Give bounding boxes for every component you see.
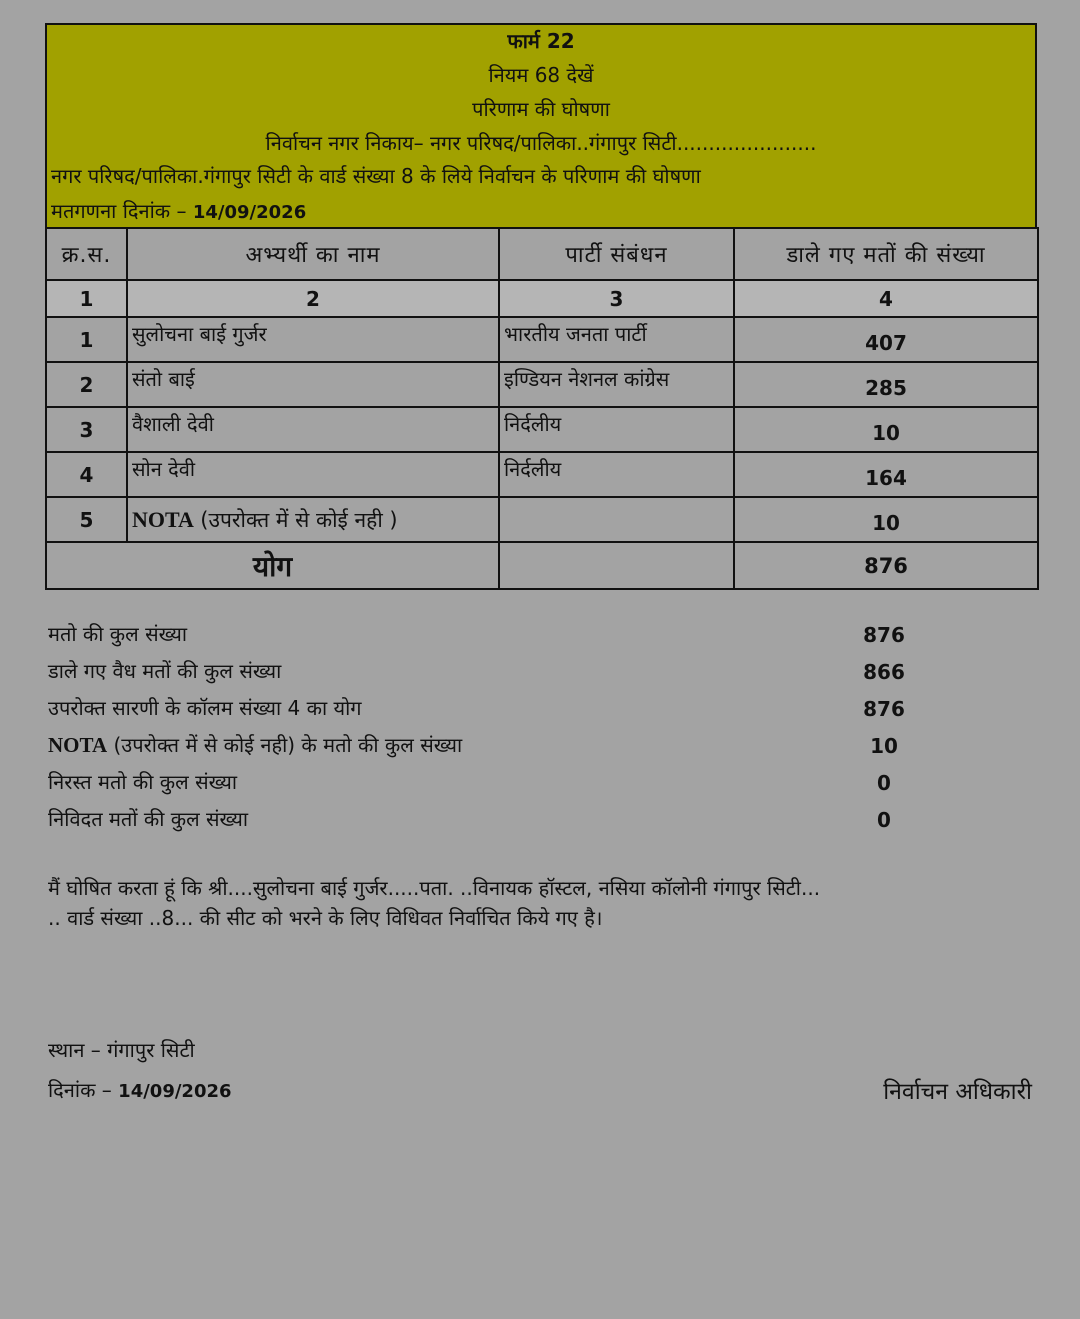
col-number: 2	[127, 280, 499, 317]
party-name: भारतीय जनता पार्टी	[499, 317, 734, 362]
nota-row	[46, 497, 1038, 542]
nota-label: (उपरोक्त में से कोई नही )	[200, 507, 398, 532]
candidate-name: वैशाली देवी	[127, 407, 499, 452]
summary-label: उपरोक्त सारणी के कॉलम संख्या 4 का योग	[48, 696, 362, 720]
form-title: परिणाम की घोषणा	[472, 97, 610, 121]
row-sn: 1	[46, 317, 127, 362]
form-number: फार्म 22	[507, 29, 575, 53]
count-date: 14/09/2026	[192, 202, 307, 223]
count-date-line	[51, 197, 1035, 227]
results-table	[45, 227, 1039, 590]
summary-row	[48, 657, 948, 694]
total-row	[46, 542, 1038, 589]
header-sn: क्र.स.	[46, 228, 127, 280]
summary-label	[48, 731, 462, 758]
column-number-row	[46, 280, 1038, 317]
table-row	[46, 452, 1038, 497]
result-form	[45, 23, 1037, 590]
party-name	[499, 497, 734, 542]
candidate-name: सुलोचना बाई गुर्जर	[127, 317, 499, 362]
summary-row	[48, 805, 948, 842]
vote-summary	[48, 620, 948, 842]
candidate-name: संतो बाई	[127, 362, 499, 407]
party-name: निर्दलीय	[499, 452, 734, 497]
total-empty	[499, 542, 734, 589]
footer-date-line	[48, 1076, 232, 1103]
table-row	[46, 407, 1038, 452]
vote-count: 164	[734, 452, 1038, 497]
party-name: निर्दलीय	[499, 407, 734, 452]
ward-line: नगर परिषद/पालिका.गंगापुर सिटी के वार्ड संख्या 8 के लिये निर्वाचन के परिणाम की घोषणा	[51, 164, 701, 188]
count-date-label: मतगणना दिनांक –	[51, 199, 187, 223]
col-number: 1	[46, 280, 127, 317]
table-header-row	[46, 228, 1038, 280]
summary-label: निरस्त मतो की कुल संख्या	[48, 770, 238, 794]
row-sn: 5	[46, 497, 127, 542]
summary-row	[48, 694, 948, 731]
candidate-name: सोन देवी	[127, 452, 499, 497]
summary-row	[48, 620, 948, 657]
nota-prefix: NOTA	[132, 506, 194, 532]
total-label: योग	[46, 542, 499, 589]
col-number: 4	[734, 280, 1038, 317]
place: स्थान – गंगापुर सिटी	[48, 1038, 195, 1062]
vote-count: 285	[734, 362, 1038, 407]
summary-value: 0	[877, 771, 891, 795]
returning-officer: निर्वाचन अधिकारी	[883, 1079, 1032, 1105]
header-votes: डाले गए मतों की संख्या	[734, 228, 1038, 280]
vote-count: 10	[734, 407, 1038, 452]
summary-label-text: (उपरोक्त में से कोई नही) के मतो की कुल संख्या	[113, 733, 463, 757]
declaration-line: मैं घोषित करता हूं कि श्री....सुलोचना बाई गुर्जर.....पता. ..विनायक हॉस्टल, नसिया कॉलोनी गंगापुर सिटी...	[48, 876, 821, 900]
vote-count: 10	[734, 497, 1038, 542]
vote-count: 407	[734, 317, 1038, 362]
summary-label: निविदत मतों की कुल संख्या	[48, 807, 249, 831]
date-value: 14/09/2026	[118, 1081, 232, 1102]
header-party: पार्टी संबंधन	[499, 228, 734, 280]
rule-reference: नियम 68 देखें	[488, 63, 594, 87]
declaration	[48, 873, 1038, 933]
row-sn: 2	[46, 362, 127, 407]
declaration-line: .. वार्ड संख्या ..8... की सीट को भरने के लिए विधिवत निर्वाचित किये गए है।	[48, 906, 603, 930]
table-row	[46, 362, 1038, 407]
summary-value: 876	[863, 623, 905, 647]
summary-label: मतो की कुल संख्या	[48, 622, 188, 646]
summary-row	[48, 731, 948, 768]
summary-value: 10	[870, 734, 898, 758]
row-sn: 4	[46, 452, 127, 497]
summary-value: 876	[863, 697, 905, 721]
party-name: इण्डियन नेशनल कांग्रेस	[499, 362, 734, 407]
summary-label: डाले गए वैध मतों की कुल संख्या	[48, 659, 282, 683]
form-header	[45, 23, 1037, 227]
date-label: दिनांक –	[48, 1078, 112, 1102]
body-line: निर्वाचन नगर निकाय– नगर परिषद/पालिका..गंगापुर सिटी......................	[265, 131, 817, 155]
col-number: 3	[499, 280, 734, 317]
table-row	[46, 317, 1038, 362]
summary-value: 866	[863, 660, 905, 684]
summary-row	[48, 768, 948, 805]
summary-value: 0	[877, 808, 891, 832]
total-votes: 876	[734, 542, 1038, 589]
row-sn: 3	[46, 407, 127, 452]
nota-name	[127, 497, 499, 542]
header-candidate: अभ्यर्थी का नाम	[127, 228, 499, 280]
nota-prefix: NOTA	[48, 733, 108, 757]
